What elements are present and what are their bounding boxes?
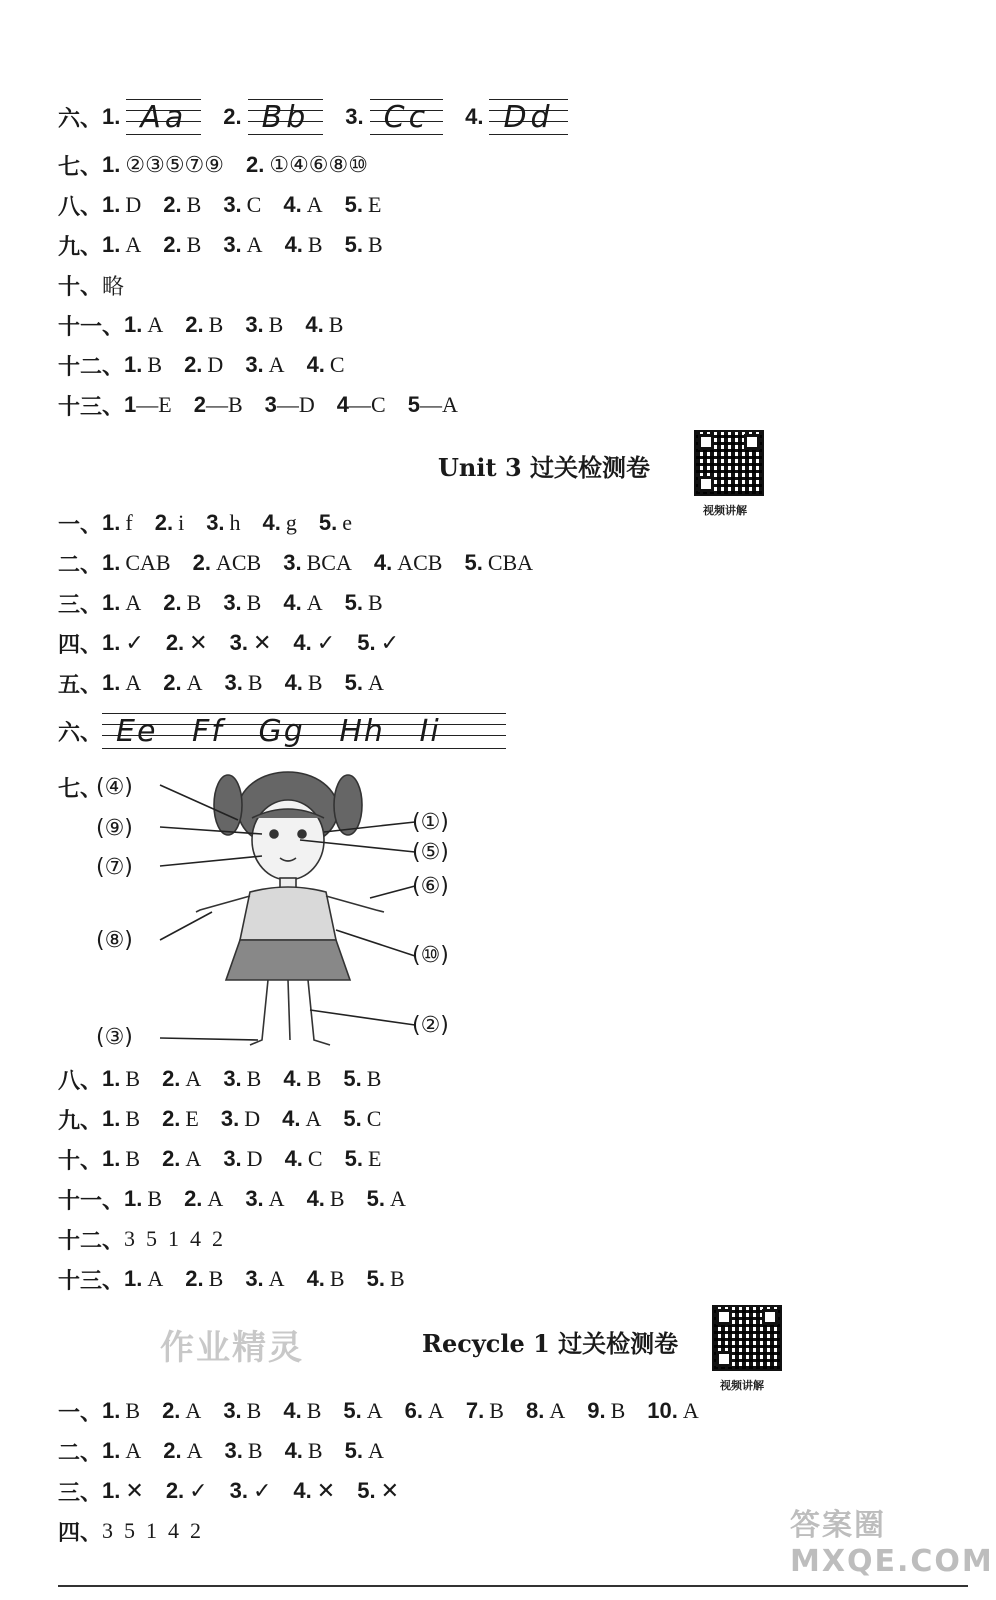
section-label: 八、 [58,194,103,220]
question-number: 1. [124,1186,143,1211]
section-label: 五、 [58,672,103,698]
answer-value: e [342,510,353,535]
question-number: 5. [344,590,363,615]
answer-value: A [207,1186,224,1211]
question-number: 2. [185,1266,204,1291]
r1-section-2 [58,1434,384,1468]
answer-value: E [367,192,382,217]
question-number: 2 [193,392,206,417]
answer-value: f [125,510,133,535]
section-label: 三、 [58,592,103,618]
question-number: 1. [102,1438,121,1463]
answer-value: B [147,352,163,377]
answer-value: E [367,1146,382,1171]
answer-value: A [186,1438,203,1463]
question-number: 4. [284,1438,303,1463]
r1-section-1 [58,1394,699,1428]
question-number: 1. [124,352,143,377]
answer-value: B [389,1266,405,1291]
answer-value: A [125,1438,142,1463]
answer-value: D [246,1146,263,1171]
answer-value: A [185,1398,202,1423]
answer-value: C [366,1106,382,1131]
answer-value: A [268,1186,285,1211]
question-number: 3. [245,1266,264,1291]
question-number: 4. [283,1398,302,1423]
question-number: 1. [102,590,121,615]
question-number: 1. [124,1266,143,1291]
section-label: 一、 [58,512,103,538]
question-number: 1. [124,312,143,337]
handwriting-lines: Aa [126,100,201,135]
answer-value: B [208,1266,224,1291]
question-number: 2. [192,550,211,575]
answer-value: C [307,1146,323,1171]
u3-section-2 [58,546,533,580]
answer-value: B [329,1186,345,1211]
answer-value: CAB [125,550,171,575]
label-left-1: (④) [96,775,133,800]
section-label: 九、 [58,234,103,260]
question-number: 2. [184,352,203,377]
label-right-4: (⑩) [412,943,449,968]
question-number: 1. [102,1066,121,1091]
question-number: 3. [223,1066,242,1091]
qr-code[interactable] [712,1305,782,1371]
answer-value: A [549,1398,566,1423]
question-number: 3. [223,1398,242,1423]
section-label: 四、 [58,632,103,658]
answer-value: B [610,1398,626,1423]
question-number: 5. [318,510,338,535]
question-number: 4. [262,510,281,535]
question-number: 10. [647,1398,678,1423]
u3-section-13 [58,1262,405,1296]
question-number: 5. [366,1186,385,1211]
answer-value: B [208,312,224,337]
answer-value: ✕ [125,1478,144,1503]
question-number: 1. [102,232,121,257]
section-label: 十、 [58,1148,103,1174]
handwriting-lines: Cc [370,100,443,135]
question-number: 1. [102,1478,121,1503]
question-number: 5. [357,630,376,655]
footer-rule [58,1585,968,1587]
question-number: 3. [223,192,242,217]
question-number: 4. [373,550,393,575]
answer-value: —C [349,392,386,417]
question-number: 5. [343,1106,362,1131]
section-6-handwriting: 六、 1. Aa 2. Bb 3. Cc 4. Dd [58,100,568,134]
question-number: 3. [224,670,243,695]
question-number: 9. [587,1398,606,1423]
section-label: 十二、 [58,354,125,380]
answer-value: B [307,1438,323,1463]
answer-value: B [366,1066,382,1091]
answer-value: B [186,192,202,217]
answer-value: A [306,590,323,615]
qr-code[interactable] [694,430,764,496]
question-number: 1. [102,510,121,535]
question-number: 1. [102,1106,121,1131]
question-number: 3. [245,1186,264,1211]
question-number: 3. [223,232,242,257]
question-number: 2. [154,510,174,535]
u3-section-12: 十二、 3 5 1 4 2 [58,1226,224,1254]
question-number: 3. [283,550,302,575]
question-number: 4. [283,590,302,615]
unit-3-title: Unit 3 过关检测卷 [438,453,650,482]
answer-value: A [682,1398,699,1423]
answer-value: A [268,352,285,377]
answer-value: —A [419,392,458,417]
section-13-answers [58,388,458,422]
answer-value: A [185,1066,202,1091]
question-number: 1. [102,550,121,575]
answer-value: C [329,352,345,377]
watermark: 作业精灵 [160,1328,304,1368]
u3-section-9 [58,1102,381,1136]
answer-value: C [246,192,262,217]
question-number: 5. [344,1438,363,1463]
answer-value: B [247,670,263,695]
answer-value: —D [276,392,315,417]
answer-value: BCA [306,550,352,575]
r1-section-3 [58,1474,399,1508]
answer-value: h [229,510,241,535]
handwriting-lines: Ee Ff Gg Hh Ii [102,714,506,749]
u3-section-7-label: 七、 [58,777,103,802]
answer-value: A [306,192,323,217]
question-number: 3. [229,630,248,655]
label-left-2: (⑨) [96,816,133,841]
question-number: 5. [357,1478,376,1503]
question-number: 5. [366,1266,385,1291]
answer-value: B [306,1398,322,1423]
answer-value: A [125,232,142,257]
question-number: 1. [102,670,121,695]
answer-value: A [366,1398,383,1423]
handwriting-lines: Bb [248,100,324,135]
question-number: 4. [293,1478,312,1503]
question-number: 7. [465,1398,485,1423]
label-right-1: (①) [412,810,449,835]
answer-value: ACB [397,550,443,575]
section-label: 九、 [58,1108,103,1134]
answer-value: D [207,352,224,377]
section-label: 十一、 [58,314,125,340]
answer-value: A [389,1186,406,1211]
u3-section-6-handwriting: 六、 Ee Ff Gg Hh Ii [58,714,506,748]
question-number: 2. [163,590,182,615]
u3-section-3 [58,586,383,620]
question-number: 4. [283,192,302,217]
question-number: 4. [293,630,312,655]
question-number: 5. [343,1066,362,1091]
question-number: 4. [284,670,303,695]
question-number: 3. [224,1438,243,1463]
question-number: 5. [343,1398,362,1423]
answer-value: B [186,232,202,257]
question-number: 4. [284,1146,303,1171]
answer-value: B [246,1398,262,1423]
corner-watermark: 答案圈 MXQE.COM [790,1508,994,1579]
question-number: 2. [184,1186,203,1211]
question-number: 2. [163,232,182,257]
answer-value: B [125,1106,141,1131]
section-label: 十三、 [58,1268,125,1294]
question-number: 4. [306,352,325,377]
answer-value: —B [205,392,243,417]
answer-value: ✕ [380,1478,399,1503]
u3-section-10 [58,1142,381,1176]
section-8-answers [58,188,381,222]
answer-value: A [125,590,142,615]
label-right-5: (②) [412,1013,449,1038]
question-number: 4. [305,312,324,337]
section-10-answers: 十、 略 [58,274,125,300]
label-right-2: (⑤) [412,840,449,865]
answer-value: B [306,1066,322,1091]
section-11-answers [58,308,343,342]
question-number: 2. [163,1438,182,1463]
answer-value: B [125,1066,141,1091]
question-number: 6. [404,1398,424,1423]
answer-value: A [125,670,142,695]
answer-value: B [246,1066,262,1091]
handwriting-lines: Dd [489,100,567,135]
question-number: 5. [464,550,483,575]
answer-value: B [186,590,202,615]
question-number: 3. [245,312,264,337]
label-right-3: (⑥) [412,874,449,899]
question-number: 4. [283,1066,302,1091]
answer-value: ✓ [252,1478,272,1503]
section-label: 八、 [58,1068,103,1094]
question-number: 3. [229,1478,248,1503]
question-number: 3. [220,1106,240,1131]
answer-value: A [147,1266,164,1291]
answer-value: B [367,590,383,615]
u3-section-11 [58,1182,406,1216]
question-number: 8. [525,1398,545,1423]
answer-value: B [246,590,262,615]
answer-value: B [268,312,284,337]
answer-value: A [367,1438,384,1463]
question-number: 3. [206,510,225,535]
question-number: 5. [344,670,363,695]
question-number: 1. [102,192,121,217]
question-number: 2. [162,1146,181,1171]
question-number: 4. [306,1266,325,1291]
qr-caption: 视频讲解 [703,504,747,517]
label-left-5: (③) [96,1025,133,1050]
answer-value: A [367,670,384,695]
answer-value: D [125,192,142,217]
question-number: 2. [162,1398,181,1423]
answer-value: ✕ [316,1478,336,1503]
section-12-answers [58,348,345,382]
u3-section-8 [58,1062,381,1096]
answer-value: ✓ [125,630,144,655]
question-number: 1. [102,630,121,655]
answer-value: A [246,232,263,257]
answer-value: ACB [215,550,262,575]
question-number: 1 [124,392,137,417]
answer-value: B [307,670,323,695]
answer-value: ✓ [316,630,336,655]
answer-value: A [147,312,164,337]
question-number: 5. [344,192,363,217]
question-number: 2. [162,1106,181,1131]
question-number: 2. [162,1066,181,1091]
question-number: 4 [336,392,350,417]
recycle-1-title: Recycle 1 过关检测卷 [422,1329,679,1358]
question-number: 4. [284,232,303,257]
section-label: 三、 [58,1480,103,1506]
answer-value: B [125,1146,141,1171]
section-label: 一、 [58,1400,103,1426]
answer-value: A [185,1146,202,1171]
question-number: 3. [245,352,264,377]
question-number: 4. [282,1106,301,1131]
question-number: 2. [165,1478,185,1503]
question-number: 1. [102,1398,121,1423]
answer-value: ✓ [189,1478,208,1503]
u3-section-4 [58,626,399,660]
answer-value: i [178,510,185,535]
question-number: 1. [102,1146,121,1171]
answer-value: B [489,1398,504,1423]
question-number: 5. [344,232,363,257]
answer-value: A [428,1398,444,1423]
question-number: 2. [165,630,185,655]
u3-section-1 [58,506,352,540]
answer-value: A [305,1106,322,1131]
section-label: 二、 [58,552,103,578]
section-7-answers: 七、 1. ②③⑤⑦⑨ 2. ①④⑥⑧⑩ [58,152,368,180]
question-number: 4. [306,1186,325,1211]
answer-value: CBA [487,550,534,575]
section-9-answers [58,228,383,262]
question-number: 2. [163,192,182,217]
answer-value: E [185,1106,199,1131]
question-number: 3. [223,1146,242,1171]
section-label: 二、 [58,1440,103,1466]
answer-value: B [247,1438,263,1463]
answer-value: B [125,1398,141,1423]
answer-value: A [186,670,203,695]
question-number: 2. [185,312,204,337]
question-number: 3. [223,590,242,615]
answer-value: A [268,1266,285,1291]
qr-caption: 视频讲解 [720,1379,764,1392]
r1-section-4: 四、 3 5 1 4 2 [58,1518,202,1546]
label-left-3: (⑦) [96,855,133,880]
answer-value: D [244,1106,261,1131]
answer-value: B [307,232,323,257]
answer-value: ✓ [380,630,399,655]
section-label: 十三、 [58,394,125,420]
question-number: 5. [344,1146,363,1171]
answer-value: B [329,1266,345,1291]
answer-value: —E [136,392,172,417]
label-left-4: (⑧) [96,928,133,953]
answer-value: B [147,1186,163,1211]
question-number: 3 [264,392,277,417]
answer-value: B [367,232,383,257]
answer-value: ✕ [252,630,272,655]
answer-value: B [328,312,344,337]
girl-body-diagram [0,760,996,1060]
question-number: 2. [163,670,182,695]
answer-value: ✕ [189,630,208,655]
question-number: 5 [407,392,420,417]
answer-value: g [285,510,297,535]
section-label: 十一、 [58,1188,125,1214]
u3-section-5 [58,666,384,700]
